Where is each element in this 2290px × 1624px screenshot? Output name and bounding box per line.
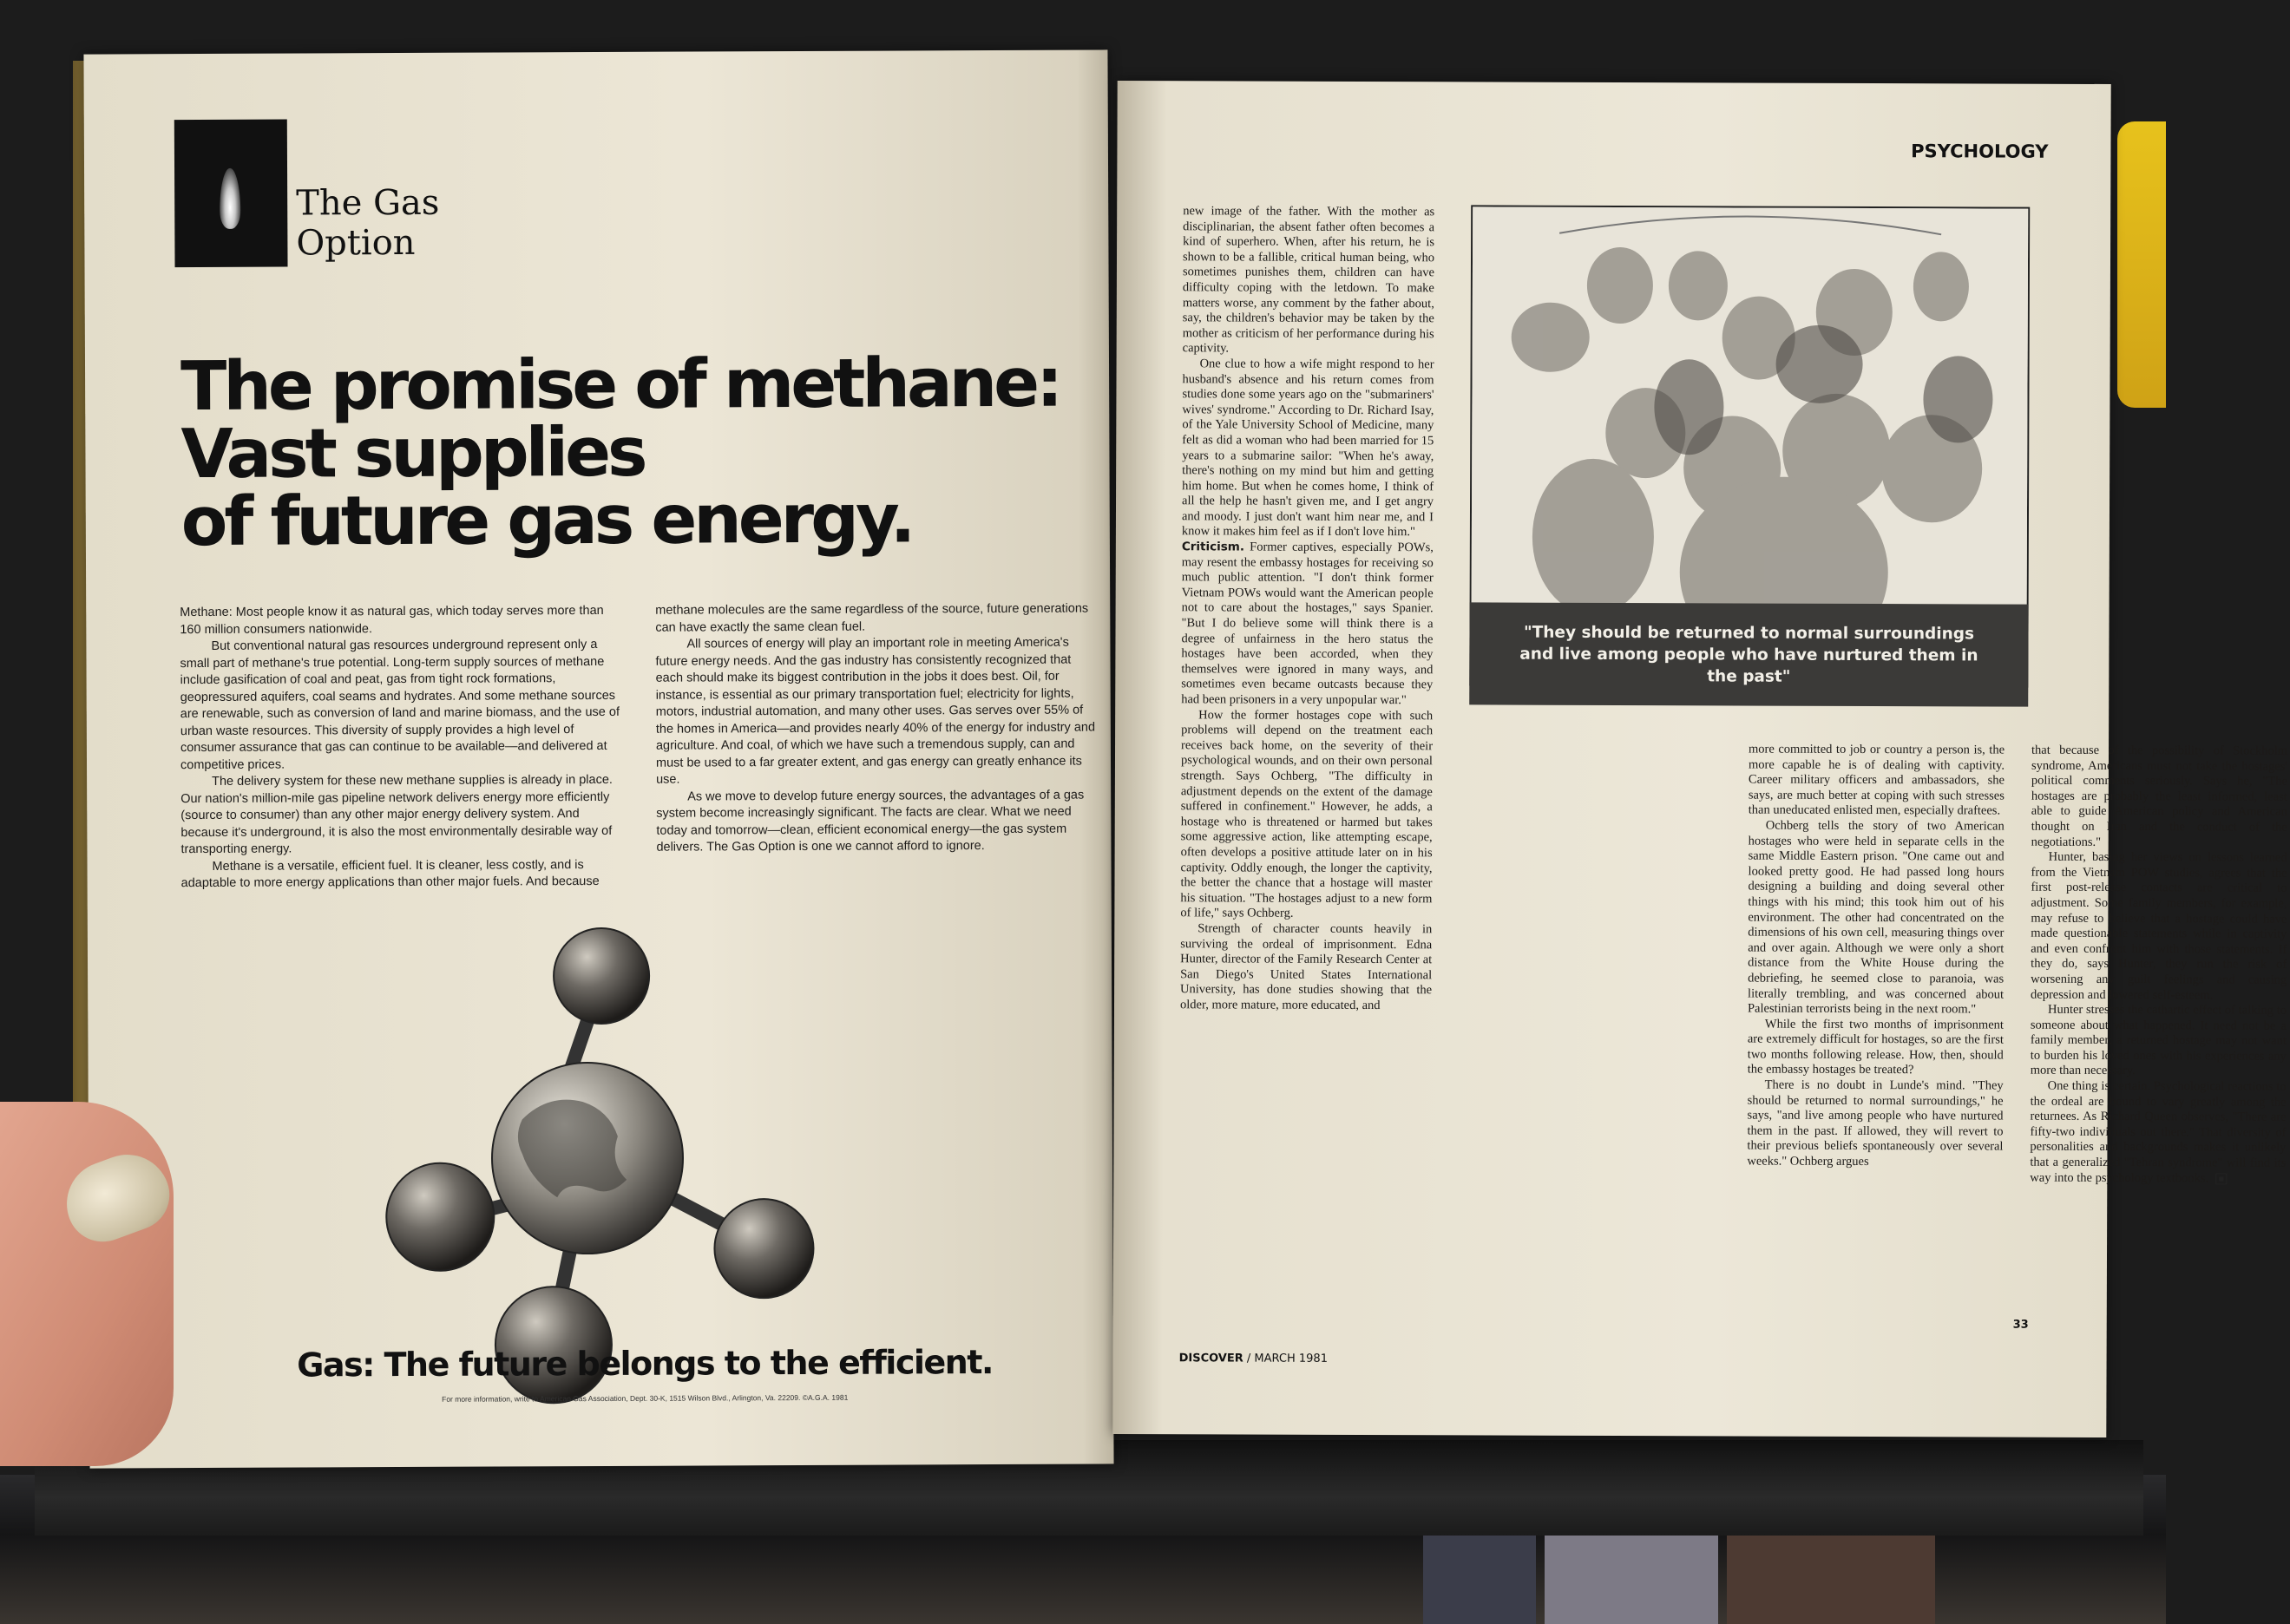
article-column-2 — [1746, 743, 2005, 1420]
logo-line-1: The Gas — [296, 182, 440, 224]
subhead-criticism: Criticism. — [1181, 540, 1245, 554]
article-paragraph: One clue to how a wife might respond to her husband's absence and his return comes from studies done some years ago on the "submariners' wives' syndrome." According to Dr. Richard Isay, of the Yale University School of Medicine, many felt as did a woman who had been married for 15 years to a submarine sailor: "When he's away, there's nothing on my mind but him and getting him home. But when he comes home, I think of all the help he hasn't given me, and I get angry and moody. I just don't want him near me, and I know it makes him feel as if I don't love him." — [1181, 357, 1434, 540]
headline-line-3: of future gas energy. — [180, 480, 913, 562]
article-column-3 — [2029, 743, 2287, 1421]
background-toy — [2117, 121, 2166, 408]
ad-headline — [180, 344, 1101, 562]
ad-fineprint: For more information, write to American Gas Association, Dept. 30-K, 1515 Wilson Blvd., Arlington, Va. 22209. ©A.G.A. 1981 — [442, 1392, 849, 1404]
article-paragraph: Hunter stresses the cathartic effect of talking to someone about what happened. It need not be a family member; a returned hostage may not want to burden his loved ones with his experiences any more than necessary. — [2030, 1002, 2287, 1078]
ad-paragraph: But conventional natural gas resources underground represent only a small part of methane's true potential. Long-term supply sources of methane include gasification of coal and peat, gas from tight rock formations, geopressured aquifers, coal seams and hydrates. And some methane sources are renewable, such as conversion of land and marine biomass, and the use of urban waste resources. This diversity of supply provides a high level of consumer assurance that gas can continue to be available—and delivered at competitive prices. — [180, 638, 620, 772]
methane-molecule-illustration — [374, 857, 932, 1415]
ad-body-text — [180, 600, 1100, 892]
molecule-atom — [554, 928, 649, 1024]
article-paragraph: more committed to job or country a person is, the more capable he is of dealing with captivity. Career military officers and ambassadors, she says, are much better at coping with such stresses than uneducated enlisted men, especially draftees. — [1748, 742, 2005, 818]
article-paragraph: Ochberg tells the story of two American hostages who were held in separate cells in the same Middle Eastern prison. "One came out and looked pretty good. He had passed long hours designing a building and doing several other things with his mind; this took him out of his environment. The other had concentrated on the dimensions of his own cell, measuring things over and over again. Although we were only a short distance from the White House during the debriefing, he seemed close to paranoia, was literally trembling, and was concerned about Palestinian terrorists being in the next room." — [1747, 818, 2005, 1017]
end-of-article-icon — [2215, 1173, 2227, 1184]
section-label: PSYCHOLOGY — [1911, 141, 2049, 162]
folio-magazine: DISCOVER — [1178, 1352, 1243, 1365]
ad-paragraph: All sources of energy will play an important role in meeting America's future energy needs. And the gas industry has consistently recognized that each should make its biggest contribution in the jobs it does best. Oil, for instance, is essential as our primary transportation fuel; electricity for lights, motors, industrial automation, and many other uses. Gas serves over 55% of the homes in America—and provides nearly 40% of the energy for industry and agriculture. And coal, of which we have such a tremendous supply, can and must be used to a far greater extent, and gas energy can greatly enhance its use. — [655, 635, 1096, 787]
last-paragraph-text: One thing is certain. Psychological reactions to the ordeal are bound to vary greatly among the returnees. As Richard Queen observes, "There are fifty-two individuals out there." That diversity of personalities and backgrounds makes it unlikely that a generalized "Tehran syndrome" will find its way into the psychology textbooks. — [2030, 1078, 2287, 1186]
article-paragraph: that because of the possibility of Stockholm syndrome, Americans must not take the hostages' political comments seriously. Says he, "The hostages are probably the least informed, least able to guide American policy and American thought on Iran and the conduct of the negotiations." — [2031, 743, 2288, 849]
gas-flame-logo — [174, 120, 288, 268]
logo-wordmark — [296, 183, 487, 264]
page-number: 33 — [2012, 1318, 2029, 1332]
article-paragraph — [2030, 1079, 2286, 1187]
ad-paragraph: The delivery system for these new methane supplies is already in place. Our nation's million-mile gas pipeline network delivers energy more efficiently (source to consumer) than any other major energy delivery system. And because it's underground, it is also the most environmentally desirable way of transporting energy. — [180, 772, 613, 857]
article-paragraph: While the first two months of imprisonment are extremely difficult for hostages, so are the first two months following release. How, then, should the embassy hostages be treated? — [1747, 1017, 2004, 1077]
headline-line-1: The promise of methane: — [180, 344, 1060, 427]
ad-paragraph: Methane: Most people know it as natural gas, which today serves more than 160 million consumers nationwide. — [180, 603, 604, 637]
article-paragraph: There is no doubt in Lunde's mind. "They should be returned to normal surroundings," he says, "and live among people who have nurtured them in the past. If allowed, they will revert to their previous beliefs spontaneously over several weeks." Ochberg argues — [1747, 1077, 2004, 1169]
molecule-atom — [386, 1163, 495, 1272]
molecule-atom — [714, 1199, 813, 1298]
article-paragraph: How the former hostages cope with such problems will depend on the treatment each receives back home, on the severity of their psychological wounds, and on their own personal strength. Says Ochberg, "The difficulty in adjustment depends on the extent of the damage suffered in confinement." However, he adds, a hostage who is threatened or harmed but takes some aggressive action, like attempting escape, often develops a positive attitude later on in his captivity. Oddly enough, the longer the captivity, the better the chance that a hostage will master his situation. "The hostages adjust to a new form of life," says Ochberg. — [1180, 707, 1434, 921]
flame-icon — [220, 168, 240, 229]
logo-line-2: Option — [296, 222, 416, 264]
article-page — [1112, 81, 2288, 1437]
folio-date: / MARCH 1981 — [1243, 1352, 1329, 1365]
ad-tagline: Gas: The future belongs to the efficient. — [297, 1343, 993, 1385]
article-paragraph: new image of the father. With the mother as disciplinarian, the absent father often becomes a kind of superhero. When, after his return, he is shown to be a fallible, critical human being, who sometimes punishes them, children can have difficulty coping with the letdown. To make matters worse, any comment by the father about, say, the children's behavior may be taken by the mother as criticism of her performance during his captivity. — [1182, 204, 1435, 356]
article-paragraph — [1181, 540, 1434, 709]
page-folio — [1179, 1352, 1328, 1365]
headline-line-2: Vast supplies — [180, 413, 645, 494]
ad-page — [83, 49, 1113, 1468]
illustration-caption: "They should be returned to normal surroundings and live among people who have nurtured them in the past" — [1469, 602, 2028, 706]
ad-paragraph: Methane is a versatile, efficient fuel. It is cleaner, less costly, and is adaptable to more energy applications than other major fuels. And because methane molecules are the same regardless of the source, future generations can have exactly the same clean fuel. — [180, 601, 1089, 891]
article-paragraph: Strength of character counts heavily in surviving the ordeal of imprisonment. Edna Hunter, director of the Family Research Center at San Diego's United States International University, has done studies showing that the older, more mature, more educated, and — [1179, 921, 1433, 1012]
ad-paragraph: As we move to develop future energy sources, the advantages of a gas system become increasingly significant. The facts are clear. What we need today and tomorrow—clean, efficient economical energy—the gas system delivers. The Gas Option is one we cannot afford to ignore. — [656, 788, 1085, 855]
holding-hand — [0, 1102, 174, 1466]
subhead-paragraph-text: Former captives, especially POWs, may resent the embassy hostages for receiving so much public attention. "I don't think former Vietnam POWs would want the American people not to care about the hostages," says Spanier. "But I do believe some will think there is a degree of unfairness in the hero status the hostages have been accorded, when they themselves were ignored in many ways, and sometimes even became outcasts because they had been prisoners in a very unpopular war." — [1181, 540, 1434, 708]
article-column-1 — [1178, 204, 1434, 1419]
article-paragraph: Hunter, basing her views on lessons learned from the Vietnam POW studies, agrees that the first post-release contacts are critical to adjustment. Some family members, for example, may refuse to believe that a hostage could have made questionable statements while in captivity and even confront him with those statements. If they do, says Hunter, they run the risk of worsening any guilt feelings and causing depression and lowered self-esteem. — [2031, 849, 2287, 1002]
